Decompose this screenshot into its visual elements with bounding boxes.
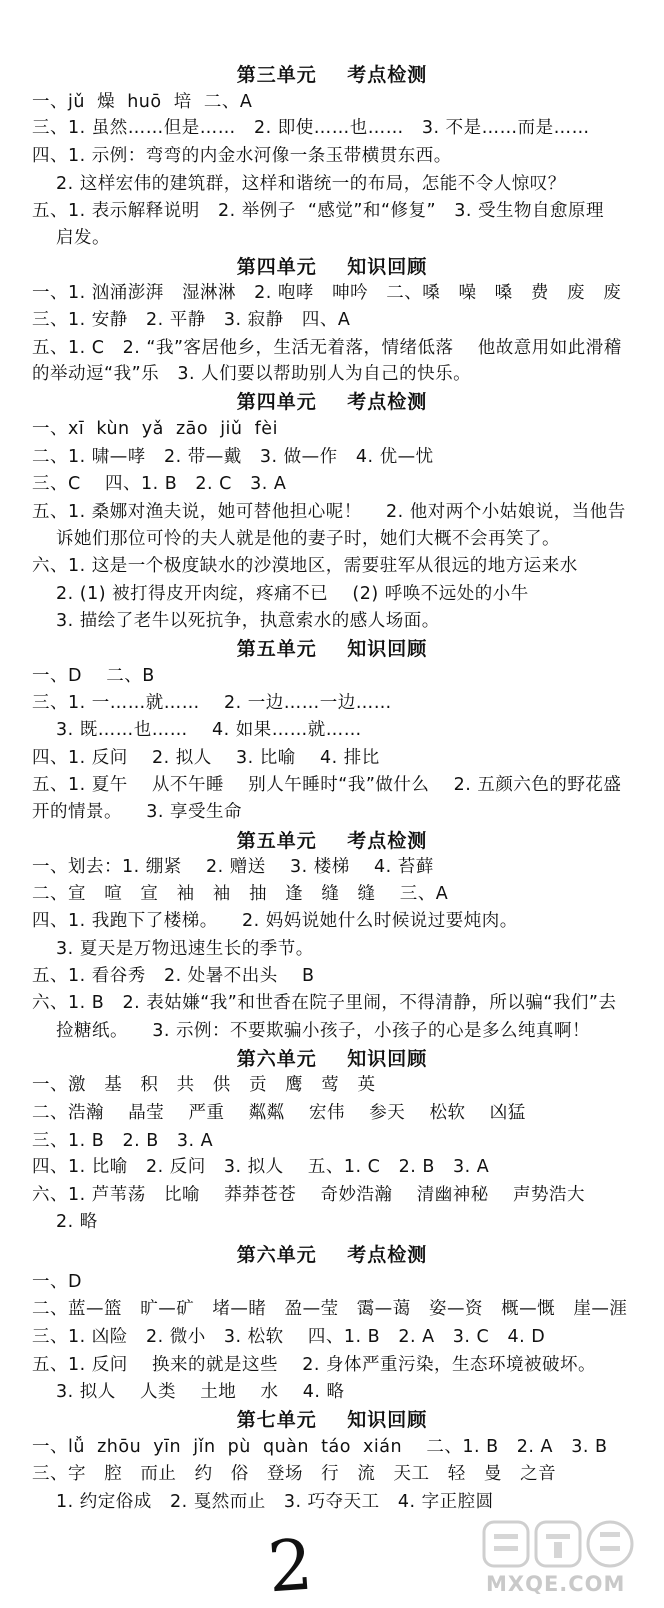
answer-line: 3. 拟人 人类 土地 水 4. 略 xyxy=(56,1382,345,1402)
answer-line: 三、1. B 2. B 3. A xyxy=(32,1131,214,1151)
answer-line: 一、D xyxy=(32,1272,82,1292)
answer-line: 一、D 二、B xyxy=(32,666,155,686)
answer-line: 三、1. 虽然……但是…… 2. 即使……也…… 3. 不是……而是…… xyxy=(32,118,590,138)
answer-line: 一、lǚ zhōu yīn jǐn pù quàn táo xián 二、1. B 2. A 3. B xyxy=(32,1437,608,1457)
section-heading: 第七单元 知识回顾 xyxy=(236,1409,428,1431)
answer-line: 三、字 腔 而止 约 俗 登场 行 流 天工 轻 曼 之音 xyxy=(32,1464,557,1484)
answer-line: 四、1. 反问 2. 拟人 3. 比喻 4. 排比 xyxy=(32,748,380,768)
answer-line: 三、1. 凶险 2. 微小 3. 松软 四、1. B 2. A 3. C 4. D xyxy=(32,1327,546,1347)
answer-line: 六、1. 芦苇荡 比喻 莽莽苍苍 奇妙浩瀚 清幽神秘 声势浩大 xyxy=(32,1185,585,1205)
answer-line: 五、1. C 2. “我”客居他乡，生活无着落，情绪低落 他故意用如此滑稽 xyxy=(32,338,622,358)
section-heading: 第三单元 考点检测 xyxy=(236,64,428,86)
answer-line: 二、蓝—篮 旷—矿 堵—睹 盈—莹 霭—蔼 姿—资 概—慨 崖—涯 xyxy=(32,1299,628,1319)
answer-line: 五、1. 反问 换来的就是这些 2. 身体严重污染，生态环境被破坏。 xyxy=(32,1355,597,1375)
answer-line: 五、1. 夏午 从不午睡 别人午睡时“我”做什么 2. 五颜六色的野花盛 xyxy=(32,775,622,795)
answer-line: 一、激 基 积 共 供 贡 鹰 莺 英 xyxy=(32,1075,376,1095)
watermark-seal-icon xyxy=(478,1516,658,1576)
answer-line: 的举动逗“我”乐 3. 人们要以帮助别人为自己的快乐。 xyxy=(32,364,472,384)
answer-line: 一、xī kùn yǎ zāo jiǔ fèi xyxy=(32,419,278,439)
answer-line: 捡糖纸。 3. 示例：不要欺骗小孩子，小孩子的心是多么纯真啊！ xyxy=(56,1021,591,1041)
page-number: 2 xyxy=(265,1523,316,1608)
answer-line: 四、1. 示例：弯弯的内金水河像一条玉带横贯东西。 xyxy=(32,146,452,166)
answer-line: 四、1. 我跑下了楼梯。 2. 妈妈说她什么时候说过要炖肉。 xyxy=(32,911,518,931)
watermark-text: MXQE.COM xyxy=(486,1572,626,1596)
answer-line: 三、1. 一……就…… 2. 一边……一边…… xyxy=(32,693,392,713)
answer-line: 3. 描绘了老牛以死抗争，执意索水的感人场面。 xyxy=(56,611,440,631)
answer-line: 二、浩瀚 晶莹 严重 粼粼 宏伟 参天 松软 凶猛 xyxy=(32,1103,526,1123)
answer-line: 五、1. 看谷秀 2. 处暑不出头 B xyxy=(32,966,315,986)
answer-line: 二、1. 啸—哮 2. 带—戴 3. 做—作 4. 优—忧 xyxy=(32,447,434,467)
section-heading: 第六单元 考点检测 xyxy=(236,1244,428,1266)
answer-line: 四、1. 比喻 2. 反问 3. 拟人 五、1. C 2. B 3. A xyxy=(32,1157,490,1177)
answer-line: 三、C 四、1. B 2. C 3. A xyxy=(32,474,287,494)
answer-line: 启发。 xyxy=(56,228,110,248)
answer-line: 诉她们那位可怜的夫人就是他的妻子时，她们大概不会再笑了。 xyxy=(56,529,560,549)
section-heading: 第四单元 知识回顾 xyxy=(236,256,428,278)
answer-line: 2. 略 xyxy=(56,1212,98,1232)
answer-line: 2. (1) 被打得皮开肉绽，疼痛不已 (2) 呼唤不远处的小牛 xyxy=(56,584,529,604)
answer-line: 五、1. 表示解释说明 2. 举例子 “感觉”和“修复” 3. 受生物自愈原理 xyxy=(32,201,605,221)
answer-line: 六、1. B 2. 表姑嫌“我”和世香在院子里闹，不得清静，所以骗“我们”去 xyxy=(32,993,617,1013)
section-heading: 第四单元 考点检测 xyxy=(236,391,428,413)
answer-line: 开的情景。 3. 享受生命 xyxy=(32,802,243,822)
answer-line: 1. 约定俗成 2. 戛然而止 3. 巧夺天工 4. 字正腔圆 xyxy=(56,1492,494,1512)
answer-line: 一、1. 汹涌澎湃 湿淋淋 2. 咆哮 呻吟 二、嗓 噪 嗓 费 废 废 xyxy=(32,283,622,303)
answer-line: 3. 既……也…… 4. 如果……就…… xyxy=(56,720,362,740)
watermark-logo xyxy=(478,1516,658,1596)
section-heading: 第五单元 考点检测 xyxy=(236,830,428,852)
answer-line: 二、宣 喧 宣 袖 袖 抽 逢 缝 缝 三、A xyxy=(32,884,449,904)
answer-line: 五、1. 桑娜对渔夫说，她可替他担心呢！ 2. 他对两个小姑娘说，当他告 xyxy=(32,502,626,522)
section-heading: 第六单元 知识回顾 xyxy=(236,1048,428,1070)
answer-line: 一、划去：1. 绷紧 2. 赠送 3. 楼梯 4. 苔藓 xyxy=(32,857,434,877)
answer-line: 一、jǔ 燥 huō 培 二、A xyxy=(32,92,253,112)
answer-line: 3. 夏天是万物迅速生长的季节。 xyxy=(56,939,314,959)
section-heading: 第五单元 知识回顾 xyxy=(236,638,428,660)
answer-line: 六、1. 这是一个极度缺水的沙漠地区，需要驻军从很远的地方运来水 xyxy=(32,556,578,576)
answer-line: 2. 这样宏伟的建筑群，这样和谐统一的布局，怎能不令人惊叹？ xyxy=(56,174,566,194)
answer-line: 三、1. 安静 2. 平静 3. 寂静 四、A xyxy=(32,310,351,330)
